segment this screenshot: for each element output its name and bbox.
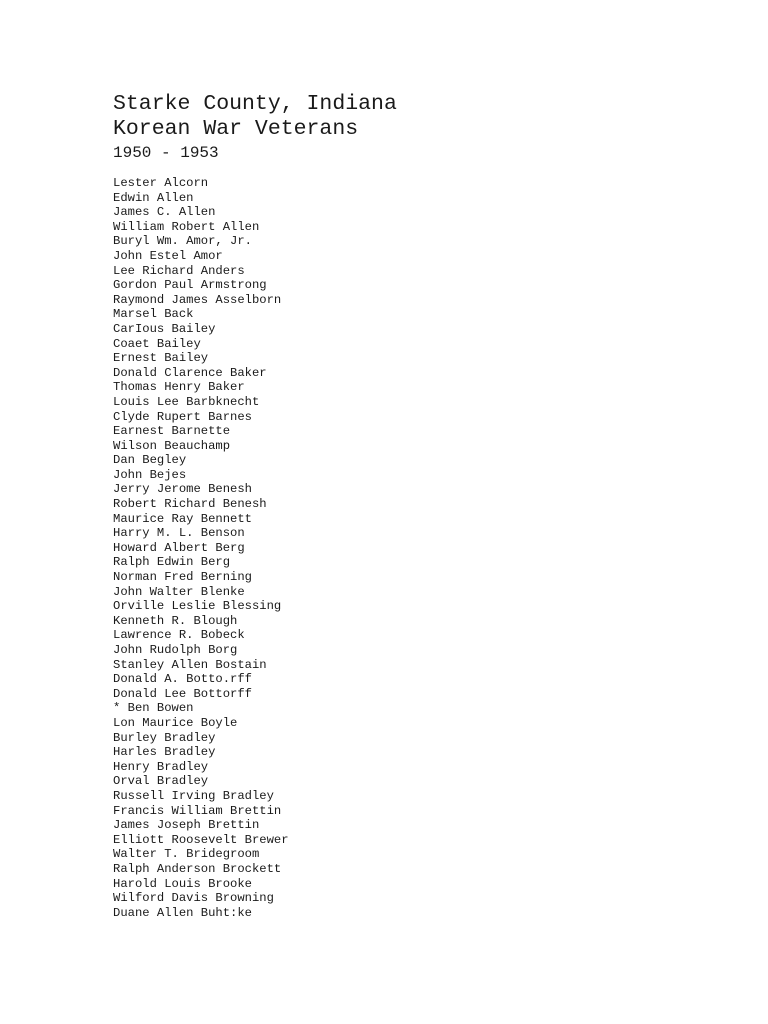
veteran-name: Norman Fred Berning [113, 570, 252, 585]
veteran-name: Clyde Rupert Barnes [113, 409, 252, 424]
veteran-name: Harold Louis Brooke [113, 876, 252, 891]
veteran-name: Ernest Bailey [113, 351, 209, 366]
veteran-name: Dan Begley [113, 453, 187, 468]
veteran-name: Lawrence R. Bobeck [113, 628, 245, 643]
veteran-name: Francis William Brettin [113, 803, 282, 818]
veteran-name: Maurice Ray Bennett [113, 511, 252, 526]
veteran-name: Louis Lee Barbknecht [113, 394, 260, 409]
veteran-name: Marsel Back [113, 307, 194, 322]
veteran-name: Henry Bradley [113, 759, 209, 774]
veteran-name: Thomas Henry Baker [113, 380, 245, 395]
veteran-name: Lee Richard Anders [113, 263, 245, 278]
document-content [113, 92, 397, 920]
veteran-name: Walter T. Bridegroom [113, 847, 260, 862]
veteran-name: Gordon Paul Armstrong [113, 278, 267, 293]
veteran-name: * Ben Bowen [113, 701, 194, 716]
veteran-name: Robert Richard Benesh [113, 497, 267, 512]
veteran-name: William Robert Allen [113, 219, 260, 234]
veteran-name: Russell Irving Bradley [113, 788, 274, 803]
veteran-name: John Rudolph Borg [113, 643, 238, 657]
veteran-name: Edwin Allen [113, 190, 194, 205]
veteran-name: Stanley Allen Bostain [113, 657, 267, 672]
veteran-name: Donald A. Botto.rff [113, 672, 252, 687]
veteran-name: James C. Allen [113, 205, 216, 220]
veteran-name: Earnest Barnette [113, 424, 231, 439]
veteran-name: Coaet Bailey [113, 336, 201, 351]
veteran-name: John Bejes [113, 467, 187, 482]
date-range: 1950 - 1953 [113, 144, 219, 162]
veteran-name: Orville Leslie Blessing [113, 599, 282, 614]
document-title-line-1: Starke County, Indiana [113, 92, 397, 116]
veteran-name: Orval Bradley [113, 774, 209, 789]
veteran-name: Lon Maurice Boyle [113, 715, 238, 730]
veteran-name: James Joseph Brettin [113, 818, 260, 833]
veteran-name: Raymond James Asselborn [113, 292, 282, 307]
veteran-name: Howard Albert Berg [113, 540, 245, 555]
veteran-names-list [113, 176, 397, 920]
veteran-name: Donald Lee Bottorff [113, 686, 252, 701]
veteran-name: Lester Alcorn [113, 176, 209, 190]
veteran-name: Jerry Jerome Benesh [113, 482, 252, 497]
veteran-name: CarIous Bailey [113, 321, 216, 336]
veteran-name: John Walter Blenke [113, 584, 245, 599]
veteran-name: Ralph Anderson Brockett [113, 861, 282, 876]
veteran-name: Harles Bradley [113, 745, 216, 760]
veteran-name: Wilford Davis Browning [113, 891, 274, 906]
veteran-name: Burley Bradley [113, 730, 216, 745]
veteran-name: Elliott Roosevelt Brewer [113, 832, 289, 847]
veteran-name: Buryl Wm. Amor, Jr. [113, 234, 252, 249]
veteran-name: Wilson Beauchamp [113, 438, 231, 453]
document-title-line-2: Korean War Veterans [113, 117, 359, 141]
veteran-name: Ralph Edwin Berg [113, 555, 231, 570]
veteran-name: Donald Clarence Baker [113, 365, 267, 380]
veteran-name: Duane Allen Buht:ke [113, 905, 252, 920]
veteran-name: John Estel Amor [113, 248, 223, 263]
veteran-name: Kenneth R. Blough [113, 613, 238, 628]
veteran-name: Harry M. L. Benson [113, 526, 245, 541]
